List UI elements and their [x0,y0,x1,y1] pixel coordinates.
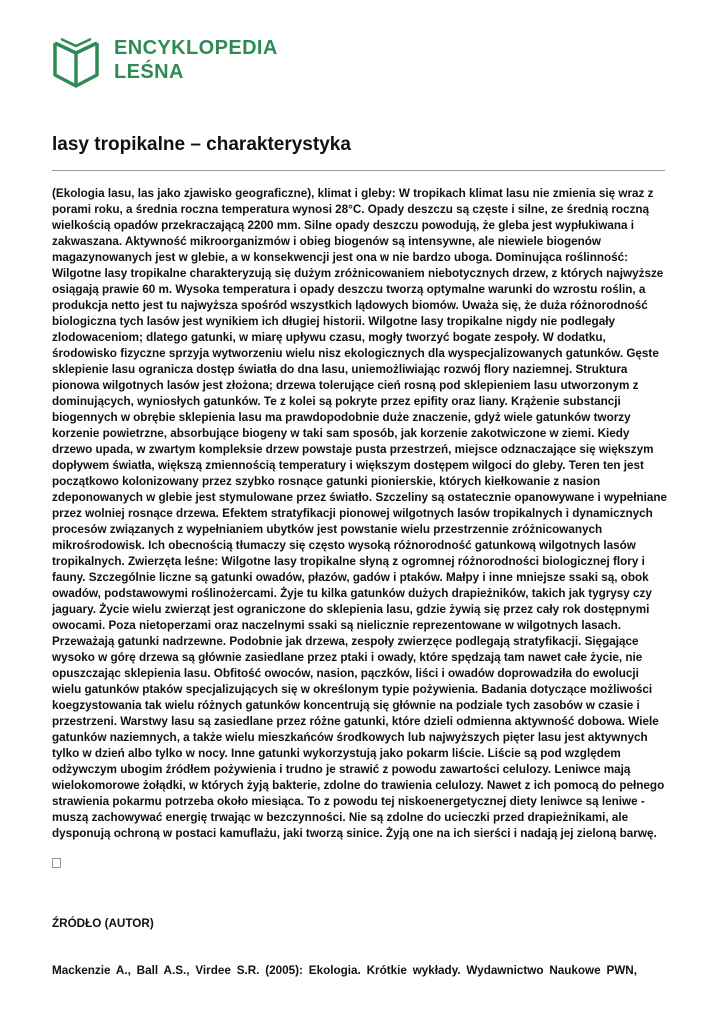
logo-line-2: LEŚNA [114,61,184,83]
site-header [52,30,278,90]
missing-image-placeholder [52,858,61,868]
source-citation: Mackenzie A., Ball A.S., Virdee S.R. (2005): Ekologia. Krótkie wykłady. Wydawnictwo Naukowe PWN, [52,964,637,977]
source-heading: ŹRÓDŁO (AUTOR) [52,917,154,930]
article-body: (Ekologia lasu, las jako zjawisko geograficzne), klimat i gleby: W tropikach klimat lasu nie zmienia się wraz z porami roku, a średnia roczna temperatura wynosi 28°C. Opady deszczu są częste i silne, ze średnią roczną wielkością opadów przekraczającą 2200 mm. Silne opady deszczu powodują, że gleba jest wypłukiwana i zakwaszana. Aktywność mikroorganizmów i obieg biogenów są intensywne, ale niewiele biogenów magazynowanych jest w glebie, a w konsekwencji jest ona w nie bardzo uboga. Dominująca roślinność: Wilgotne lasy tropikalne charakteryzują się dużym zróżnicowaniem niebotycznych drzew, z których najwyższe osiągają prawie 60 m. Wysoka temperatura i opady deszczu tworzą optymalne warunki do wzrostu roślin, a produkcja netto jest tu najwyższa spośród wszystkich lądowych biomów. Uważa się, że duża różnorodność biologiczna tych lasów jest wynikiem ich długiej historii. Wilgotne lasy tropikalne nigdy nie podlegały zlodowaceniom; dlatego gatunki, w miarę upływu czasu, mogły tworzyć bogate zespoły. W dodatku, środowisko fizyczne sprzyja wytworzeniu wielu nisz ekologicznych dla wyspecjalizowanych gatunków. Gęste sklepienie lasu ogranicza dostęp światła do dna lasu, uniemożliwiając rozwój flory naziemnej. Struktura pionowa wilgotnych lasów jest złożona; drzewa tolerujące cień rosną pod sklepieniem lasu utworzonym z dominujących, wyniosłych gatunków. Te z kolei są pokryte przez epifity oraz liany. Krążenie substancji biogennych w obrębie sklepienia lasu ma prawdopodobnie duże znaczenie, gdyż wiele gatunków tworzy korzenie powietrzne, absorbujące biogeny w taki sam sposób, jak korzenie zakotwiczone w ziemi. Kiedy drzewo upada, w zwartym kompleksie drzew powstaje pusta przestrzeń, miejsce odznaczające się większym dopływem światła, większą zmiennością temperatury i większym dostępem wilgoci do gleby. Teren ten jest początkowo kolonizowany przez szybko rosnące gatunki pionierskie, których kiełkowanie z nasion zdeponowanych w glebie jest stymulowane przez światło. Szczeliny są ostatecznie opanowywane i wypełniane przez wolniej rosnące drzewa. Efektem stratyfikacji pionowej wilgotnych lasów tropikalnych i dynamicznych procesów związanych z wypełnianiem ubytków jest powstanie wielu przestrzennie zróżnicowanych mikrośrodowisk. Ich obecnością tłumaczy się często wysoką różnorodność gatunkową wilgotnych lasów tropikalnych. Zwierzęta leśne: Wilgotne lasy tropikalne słyną z ogromnej różnorodności biologicznej flory i fauny. Szczególnie liczne są gatunki owadów, płazów, gadów i ptaków. Małpy i inne mniejsze ssaki są, obok owadów, podstawowymi roślinożercami. Żyje tu kilka gatunków dużych drapieżników, takich jak tygrysy czy jaguary. Życie wielu zwierząt jest ograniczone do sklepienia lasu, gdzie żywią się przez cały rok dostępnymi owocami. Poza nietoperzami oraz naczelnymi ssaki są nielicznie reprezentowane w wilgotnych lasach. Przeważają gatunki nadrzewne. Podobnie jak drzewa, zespoły zwierzęce podlegają stratyfikacji. Sięgające wysoko w górę drzewa są głównie zasiedlane przez ptaki i owady, które spędzają tam nawet całe życie, nie opuszczając sklepienia lasu. Obfitość owoców, nasion, pączków, liści i owadów doprowadziła do ewolucji wielu gatunków ptaków specjalizujących się w określonym typie pożywienia. Badania dotyczące możliwości koegzystowania tak wielu różnych gatunków koncentrują się głównie na podziale tych zasobów w czasie i przestrzeni. Warstwy lasu są zasiedlane przez różne gatunki, które dzieli odmienna aktywność dobowa. Wiele gatunków naziemnych, a także wielu mieszkańców środkowych lub najwyższych pięter lasu jest aktywnych tylko w dzień albo tylko w nocy. Inne gatunki wykorzystują jako pokarm liście. Liście są pod względem odżywczym ubogim źródłem pożywienia i trudno je strawić z powodu zawartości celulozy. Leniwce mają wielokomorowe żołądki, w których żyją bakterie, zdolne do trawienia celulozy. Nawet z ich pomocą do pełnego strawienia pokarmu potrzeba około miesiąca. To z powodu tej niskoenergetycznej diety leniwce są leniwe - muszą zachowywać energię trwając w bezczynności. Nie są zdolne do ucieczki przed drapieżnikami, ale dysponują ochroną w postaci kamuflażu, jaki tworzą sinice. Żyją one na ich sierści i nadają jej zieloną barwę. [52,187,668,840]
site-logo-text[interactable] [114,36,278,84]
page-title: lasy tropikalne – charakterystyka [52,134,351,155]
open-book-logo-icon [52,31,100,89]
title-divider [52,170,665,171]
logo-line-1: ENCYKLOPEDIA [114,37,278,59]
